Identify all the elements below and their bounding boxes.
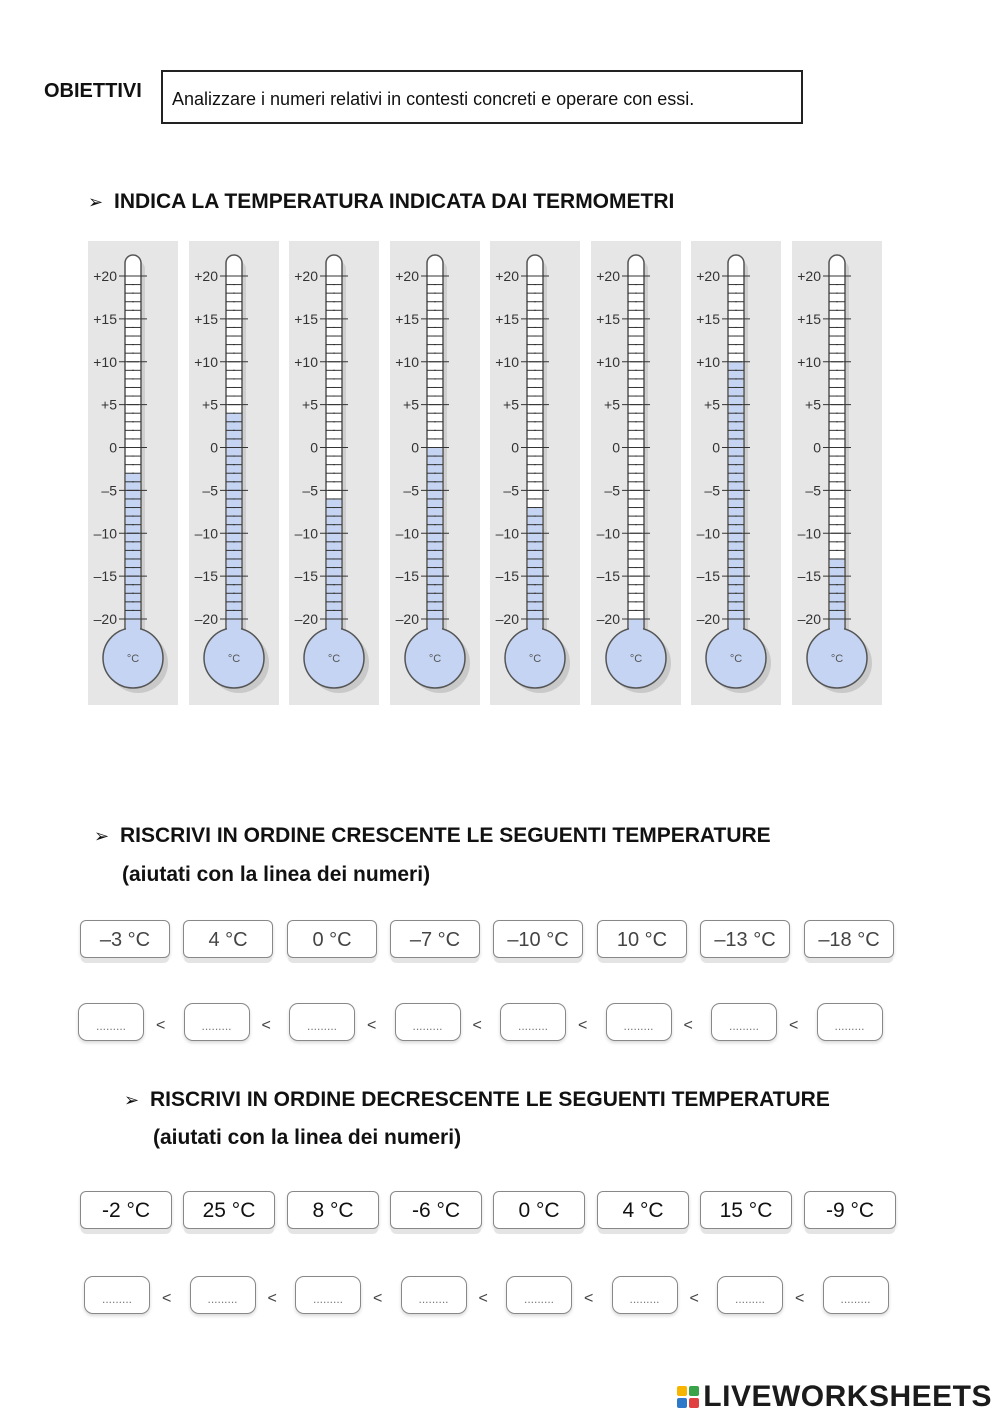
- thermometer-3: [289, 241, 379, 705]
- scale-label: –20: [294, 611, 318, 627]
- scale-label: –15: [696, 568, 720, 585]
- scale-label: –10: [495, 525, 519, 542]
- unit-label: °C: [327, 653, 341, 665]
- scale-label: +15: [796, 310, 821, 327]
- less-than-sign: <: [367, 1017, 377, 1034]
- task2-temperature-chips: [0, 920, 1000, 970]
- answer-slot[interactable]: .........: [401, 1276, 467, 1314]
- less-than-sign: <: [261, 1017, 271, 1034]
- temperature-chip[interactable]: 0 °C: [287, 920, 377, 958]
- answer-slot[interactable]: .........: [395, 1003, 461, 1041]
- less-than-sign: <: [689, 1290, 699, 1307]
- scale-label: –10: [294, 525, 318, 542]
- scale-label: +20: [193, 268, 218, 284]
- answer-slot[interactable]: .........: [295, 1276, 361, 1314]
- less-than-sign: <: [472, 1017, 482, 1034]
- task1-title: INDICA LA TEMPERATURA INDICATA DAI TERMOMETRI: [114, 190, 675, 213]
- temperature-chip[interactable]: 25 °C: [183, 1191, 275, 1229]
- scale-label: –5: [503, 482, 519, 499]
- thermometer-5: [490, 241, 580, 705]
- scale-label: 0: [310, 439, 318, 456]
- temperature-chip[interactable]: 10 °C: [597, 920, 687, 958]
- scale-label: –15: [596, 568, 620, 585]
- task3-heading: [124, 1088, 830, 1112]
- scale-label: –15: [797, 568, 821, 585]
- less-than-sign: <: [162, 1290, 172, 1307]
- thermometer-8: [792, 241, 882, 705]
- task3-answer-row: [0, 1276, 1000, 1321]
- scale-label: –5: [603, 482, 620, 499]
- answer-slot[interactable]: .........: [78, 1003, 144, 1041]
- answer-slot[interactable]: .........: [612, 1276, 678, 1314]
- less-than-sign: <: [789, 1017, 799, 1034]
- scale-label: –20: [696, 611, 720, 627]
- scale-label: 0: [109, 439, 117, 456]
- less-than-sign: <: [373, 1290, 383, 1307]
- logo-mark-icon: [677, 1386, 699, 1408]
- scale-label: +10: [595, 353, 620, 370]
- thermometer-graphic: [88, 241, 178, 705]
- scale-label: +10: [294, 353, 318, 370]
- scale-label: +5: [302, 396, 318, 413]
- scale-label: +15: [193, 310, 218, 327]
- less-than-sign: <: [156, 1017, 166, 1034]
- thermometer-4: [390, 241, 480, 705]
- scale-label: +5: [503, 396, 519, 413]
- scale-label: –10: [797, 525, 821, 542]
- arrow-bullet-icon: ➢: [88, 192, 104, 212]
- thermometer-graphic: [490, 241, 580, 705]
- scale-label: +20: [595, 268, 620, 284]
- task3-title: RISCRIVI IN ORDINE DECRESCENTE LE SEGUENTI TEMPERATURE: [150, 1088, 830, 1111]
- thermometer-graphic: [792, 241, 882, 705]
- thermometer-2: [189, 241, 279, 705]
- scale-label: +15: [93, 310, 117, 327]
- task2-title: RISCRIVI IN ORDINE CRESCENTE LE SEGUENTI TEMPERATURE: [120, 824, 771, 847]
- scale-label: +10: [394, 353, 419, 370]
- scale-label: +20: [294, 268, 318, 284]
- less-than-sign: <: [584, 1290, 594, 1307]
- mercury-level: [428, 448, 442, 646]
- unit-label: °C: [729, 653, 743, 665]
- thermometer-graphic: [390, 241, 480, 705]
- scale-label: –20: [495, 611, 519, 627]
- scale-label: +5: [402, 396, 419, 413]
- scale-label: +20: [796, 268, 821, 284]
- answer-slot[interactable]: .........: [500, 1003, 566, 1041]
- less-than-sign: <: [795, 1290, 805, 1307]
- scale-label: +15: [696, 310, 720, 327]
- scale-label: +15: [394, 310, 419, 327]
- scale-label: +5: [603, 396, 620, 413]
- thermometer-graphic: [691, 241, 781, 705]
- unit-label: °C: [830, 653, 843, 665]
- scale-label: –15: [495, 568, 519, 585]
- unit-label: °C: [428, 653, 441, 665]
- scale-label: –20: [596, 611, 620, 627]
- less-than-sign: <: [578, 1017, 588, 1034]
- unit-label: °C: [629, 653, 642, 665]
- scale-label: –10: [596, 525, 620, 542]
- scale-label: –15: [93, 568, 117, 585]
- scale-label: 0: [511, 439, 519, 456]
- task2-answer-row: [0, 1003, 1000, 1048]
- thermometer-7: [691, 241, 781, 705]
- temperature-chip[interactable]: 4 °C: [597, 1191, 689, 1229]
- thermometer-1: [88, 241, 178, 705]
- liveworksheets-logo: [677, 1380, 992, 1414]
- arrow-bullet-icon: ➢: [94, 826, 110, 846]
- answer-slot[interactable]: .........: [190, 1276, 256, 1314]
- scale-label: +10: [193, 353, 218, 370]
- less-than-sign: <: [478, 1290, 488, 1307]
- less-than-sign: <: [267, 1290, 277, 1307]
- scale-label: +5: [201, 396, 218, 413]
- temperature-chip[interactable]: 8 °C: [287, 1191, 379, 1229]
- scale-label: +10: [93, 353, 117, 370]
- scale-label: +10: [696, 353, 720, 370]
- scale-label: +15: [294, 310, 318, 327]
- temperature-chip[interactable]: –3 °C: [80, 920, 170, 958]
- scale-label: –10: [93, 525, 117, 542]
- scale-label: 0: [611, 439, 620, 456]
- answer-slot[interactable]: .........: [606, 1003, 672, 1041]
- temperature-chip[interactable]: –18 °C: [804, 920, 894, 958]
- temperature-chip[interactable]: 4 °C: [183, 920, 273, 958]
- scale-label: –5: [201, 482, 218, 499]
- unit-label: °C: [528, 653, 542, 665]
- answer-slot[interactable]: .........: [823, 1276, 889, 1314]
- scale-label: +20: [394, 268, 419, 284]
- scale-label: –5: [101, 482, 117, 499]
- scale-label: 0: [209, 439, 218, 456]
- scale-label: –5: [804, 482, 821, 499]
- scale-label: +15: [595, 310, 620, 327]
- mercury-level: [327, 499, 341, 645]
- scale-label: –5: [704, 482, 720, 499]
- scale-label: –10: [194, 525, 218, 542]
- answer-slot[interactable]: .........: [506, 1276, 572, 1314]
- scale-label: +5: [804, 396, 821, 413]
- scale-label: +10: [495, 353, 519, 370]
- temperature-chip[interactable]: 0 °C: [493, 1191, 585, 1229]
- brand-name: LIVEWORKSHEETS: [703, 1380, 992, 1413]
- scale-label: +20: [696, 268, 720, 284]
- scale-label: –20: [797, 611, 821, 627]
- temperature-chip[interactable]: -6 °C: [390, 1191, 482, 1229]
- scale-label: –15: [294, 568, 318, 585]
- thermometer-row: [88, 241, 883, 705]
- thermometer-graphic: [591, 241, 681, 705]
- scale-label: +20: [93, 268, 117, 284]
- scale-label: –10: [696, 525, 720, 542]
- temperature-chip[interactable]: 15 °C: [700, 1191, 792, 1229]
- temperature-chip[interactable]: –13 °C: [700, 920, 790, 958]
- scale-label: +20: [495, 268, 519, 284]
- scale-label: –5: [402, 482, 419, 499]
- temperature-chip[interactable]: –10 °C: [493, 920, 583, 958]
- temperature-chip[interactable]: -9 °C: [804, 1191, 896, 1229]
- objectives-label: OBIETTIVI: [44, 80, 142, 102]
- unit-label: °C: [227, 653, 240, 665]
- answer-slot[interactable]: .........: [289, 1003, 355, 1041]
- task3-temperature-chips: [0, 1191, 1000, 1241]
- unit-label: °C: [126, 653, 140, 665]
- scale-label: +5: [704, 396, 720, 413]
- thermometer-graphic: [289, 241, 379, 705]
- temperature-chip[interactable]: –7 °C: [390, 920, 480, 958]
- less-than-sign: <: [683, 1017, 693, 1034]
- task2-heading: [94, 824, 771, 848]
- task2-hint: (aiutati con la linea dei numeri): [122, 863, 431, 886]
- answer-slot[interactable]: .........: [711, 1003, 777, 1041]
- objectives-box: Analizzare i numeri relativi in contesti concreti e operare con essi.: [161, 70, 803, 124]
- scale-label: 0: [812, 439, 821, 456]
- scale-label: +5: [101, 396, 117, 413]
- answer-slot[interactable]: .........: [84, 1276, 150, 1314]
- answer-slot[interactable]: .........: [717, 1276, 783, 1314]
- scale-label: 0: [712, 439, 720, 456]
- scale-label: –20: [194, 611, 218, 627]
- answer-slot[interactable]: .........: [817, 1003, 883, 1041]
- scale-label: 0: [410, 439, 419, 456]
- scale-label: –20: [395, 611, 419, 627]
- scale-label: –5: [302, 482, 318, 499]
- thermometer-graphic: [189, 241, 279, 705]
- scale-label: +10: [796, 353, 821, 370]
- thermometer-6: [591, 241, 681, 705]
- answer-slot[interactable]: .........: [184, 1003, 250, 1041]
- scale-label: –15: [194, 568, 218, 585]
- scale-label: –10: [395, 525, 419, 542]
- scale-label: –15: [395, 568, 419, 585]
- arrow-bullet-icon: ➢: [124, 1090, 140, 1110]
- task1-heading: [88, 190, 674, 214]
- task3-hint: (aiutati con la linea dei numeri): [153, 1126, 462, 1149]
- scale-label: +15: [495, 310, 519, 327]
- temperature-chip[interactable]: -2 °C: [80, 1191, 172, 1229]
- scale-label: –20: [93, 611, 117, 627]
